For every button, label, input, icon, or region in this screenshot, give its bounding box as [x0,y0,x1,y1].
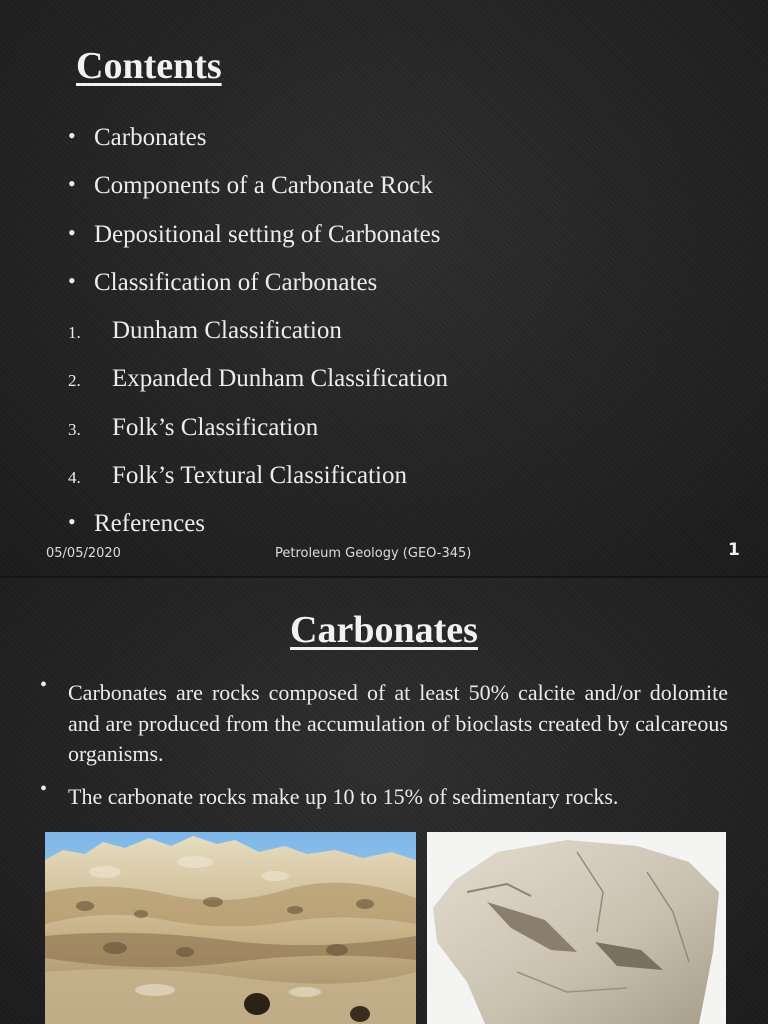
list-item-text: Folk’s Textural Classification [112,462,407,490]
number-marker: 1. [68,323,81,343]
list-item-text: Classification of Carbonates [94,268,378,296]
carbonate-rock-sample-photo [427,832,726,1024]
bullet-marker: • [68,171,76,197]
bullet-marker: • [40,674,48,696]
list-item-text: Components of a Carbonate Rock [94,172,433,200]
bullet-marker: • [68,219,76,245]
list-item-text: Dunham Classification [112,317,342,345]
bullet-marker: • [68,267,76,293]
list-item-text: References [94,510,206,538]
slide-title: Contents [76,45,222,87]
bullet-marker: • [68,123,76,148]
page-number: 1 [728,540,740,560]
number-marker: 4. [68,468,81,488]
bullet-paragraph [40,674,728,770]
footer-course: Petroleum Geology (GEO-345) [275,546,472,561]
slide-title: Carbonates [290,609,478,651]
list-item-text: Carbonates [94,124,207,151]
bullet-marker: • [40,778,48,800]
paragraph-text: The carbonate rocks make up 10 to 15% of sedimentary rocks. [68,784,619,809]
list-item-text: Folk’s Classification [112,413,319,441]
list-item-text: Depositional setting of Carbonates [94,220,441,248]
footer-date: 05/05/2020 [46,546,121,561]
slide-2 [0,578,768,1024]
bullet-marker: • [68,509,76,535]
number-marker: 3. [68,419,81,439]
list-item-text: Expanded Dunham Classification [112,365,449,393]
bullet-paragraph [40,778,728,813]
limestone-cliff-photo [45,832,416,1024]
number-marker: 2. [68,371,81,391]
paragraph-text: Carbonates are rocks composed of at least 50% calcite and/or dolomite and are produced from the accumulation of bioclasts created by calcareous organisms. [68,680,728,766]
